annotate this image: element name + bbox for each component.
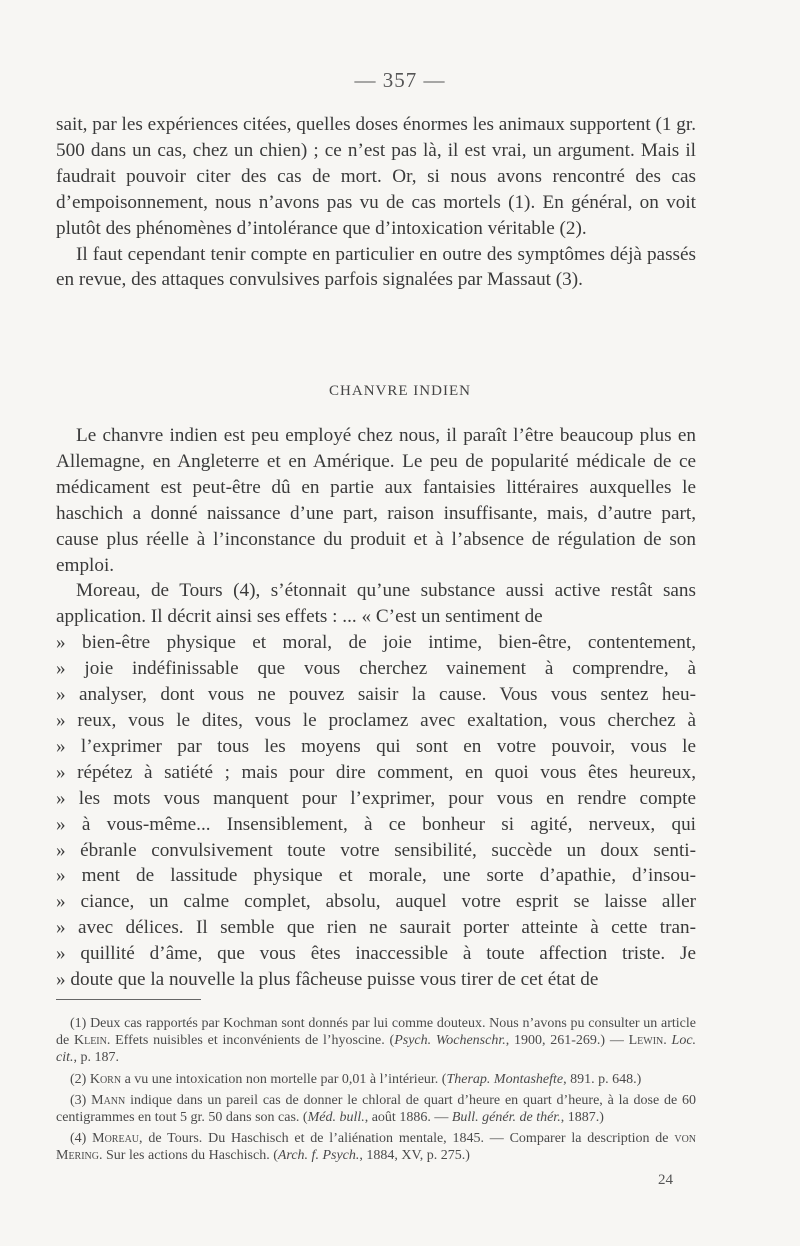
quote-line: » reux, vous le dites, vous le proclamez avec exaltation, vous cherchez à [56,709,696,731]
footnote-author: Klein [73,1033,107,1049]
footnote-journal: Psych. Wochenschr. [394,1033,506,1049]
footnote-text: , 891. p. 648.) [563,1071,642,1087]
footnote-text: , de Tours. Du Haschisch et de l’aliénation mentale, 1845. — Comparer la description de [139,1131,669,1147]
page-number: — 357 — [354,68,446,92]
footnote-text: , 1884, XV, p. 275.) [359,1148,470,1164]
footnote-4 [56,1130,696,1164]
footnote-2 [56,1071,696,1088]
quote-line: » les mots vous manquent pour l’exprimer, pour vous en rendre compte [56,787,696,809]
footnote-3 [56,1092,696,1126]
paragraph: Il faut cependant tenir compte en particulier en outre des symptômes déjà passés en revue, des attaques convulsives parfois signalées par Massaut (3). [56,243,696,291]
footnote-mark: (3) [70,1092,87,1108]
footnote-journal: Arch. f. Psych. [277,1148,360,1164]
paragraph: sait, par les expériences citées, quelles doses énormes les animaux supportent (1 gr. 500 dans un cas, chez un chien) ; ce n’est pas là, il est vrai, un argument. Mais il faudrait pouvoir citer des cas de mort. Or, si nous avons rencontré des cas d’empoisonnement, nous n’avons pas vu de cas mortels (1). En général, on voit plutôt des phénomènes d’intolérance que d’intoxication véritable (2). [56,114,696,239]
quote-line: » ment de lassitude physique et morale, une sorte d’apathie, d’insou- [56,865,696,887]
quote-line: » ciance, un calme complet, absolu, auquel votre esprit se laisse aller [56,891,696,913]
footnote-text: Deux cas rapportés par Kochman sont donnés par lui comme douteux. Nous n’avons pu consulter un article de [56,1016,697,1049]
footnote-text: , 1900, 261-269.) — [505,1033,624,1049]
main-text-section [56,423,696,993]
footnote-text: a vu une intoxication non mortelle par 0,01 à l’intérieur. ( [124,1071,447,1087]
footnote-author: Mann [91,1092,126,1108]
quotation [56,630,696,993]
quote-line: » doute que la nouvelle la plus fâcheuse puisse vous tirer de cet état de [56,969,599,991]
footnote-author: von Mering [56,1131,697,1164]
footnote-author: Korn [89,1071,122,1087]
footnote-1 [56,1015,696,1067]
quote-line: » l’exprimer par tous les moyens qui sont en votre pouvoir, vous le [56,735,696,757]
signature-mark: 24 [658,1172,673,1188]
footnote-divider [56,999,201,1000]
footnote-text: . Effets nuisibles et inconvénients de l’hyoscine. ( [106,1033,395,1049]
main-text-top [56,112,696,293]
quote-line: » répétez à satiété ; mais pour dire comment, en quoi vous êtes heureux, [56,761,696,783]
quote-line: » quillité d’âme, que vous êtes inaccessible à toute affection triste. Je [56,943,696,965]
quote-line: » bien-être physique et moral, de joie intime, bien-être, contentement, [56,632,696,654]
footnotes [56,1015,696,1169]
quote-line: » avec délices. Il semble que rien ne saurait porter atteinte à cette tran- [56,917,696,939]
quote-line: » analyser, dont vous ne pouvez saisir la cause. Vous vous sentez heu- [56,684,696,706]
footnote-mark: (2) [70,1071,87,1087]
footnote-text: . [663,1033,667,1049]
footnote-author: Moreau [92,1131,140,1147]
footnote-mark: (4) [70,1131,87,1147]
footnote-text: , p. 187. [73,1050,119,1066]
footnote-journal: Therap. Montashefte [446,1071,564,1087]
footnote-journal: Bull. génér. de thér. [451,1110,561,1126]
footnote-text: indique dans un pareil cas de donner le chloral de quart d’heure en quart d’heure, à la dose de 60 centigrammes en tout 5 gr. 50 dans son cas. ( [56,1092,697,1126]
section-heading: CHANVRE INDIEN [329,383,471,399]
footnote-text: . Sur les actions du Haschisch. ( [99,1148,278,1164]
footnote-text: , août 1886. — [364,1110,449,1126]
footnote-author: Lewin [628,1033,664,1049]
paragraph: Le chanvre indien est peu employé chez nous, il paraît l’être beaucoup plus en Allemagne, en Angleterre et en Amérique. Le peu de popularité médicale de ce médicament est peut-être dû en partie aux fantaisies littéraires auxquelles le haschich a donné naissance d’une part, raison insuffisante, mais, d’autre part, cause plus réelle à l’inconstance du produit et à l’absence de régulation de son emploi. [56,425,696,576]
footnote-journal: Méd. bull. [307,1110,365,1126]
footnote-text: , 1887.) [560,1110,604,1126]
quote-line: » joie indéfinissable que vous cherchez vainement à comprendre, à [56,658,696,680]
paragraph: Moreau, de Tours (4), s’étonnait qu’une substance aussi active restât sans application. Il décrit ainsi ses effets : ... « C’est un sentiment de [56,580,696,628]
footnote-mark: (1) [70,1016,87,1031]
quote-line: » à vous-même... Insensiblement, à ce bonheur si agité, nerveux, qui [56,813,696,835]
footnote-journal: Loc. cit. [56,1033,697,1066]
quote-line: » ébranle convulsivement toute votre sensibilité, succède un doux senti- [56,839,696,861]
